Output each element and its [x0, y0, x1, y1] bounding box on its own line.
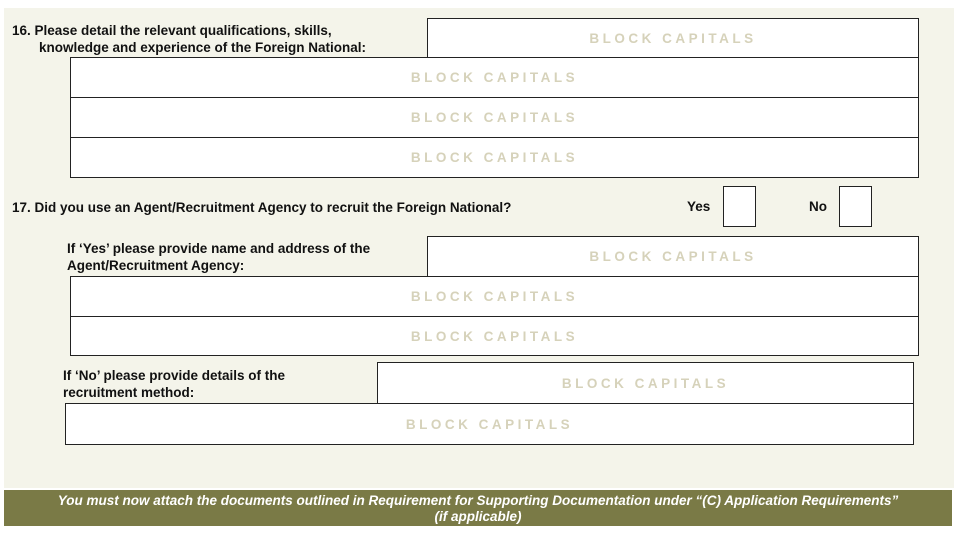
- agency-input-2[interactable]: [71, 277, 918, 316]
- q16-input-3[interactable]: [71, 98, 918, 137]
- no-detail-label-line1: If ‘No’ please provide details of the: [63, 368, 286, 383]
- q16-input-4[interactable]: [71, 138, 918, 177]
- q16-label-line1: 16. Please detail the relevant qualifications, skills,: [12, 23, 332, 38]
- yes-detail-label-line2: Agent/Recruitment Agency:: [67, 258, 245, 273]
- q17-label: 17. Did you use an Agent/Recruitment Agency to recruit the Foreign National?: [12, 200, 512, 215]
- agency-field-1[interactable]: [427, 236, 919, 277]
- q16-input-2[interactable]: [71, 58, 918, 97]
- agency-input-3[interactable]: [71, 317, 918, 355]
- q16-field-3[interactable]: [70, 97, 919, 138]
- method-input-2[interactable]: [66, 404, 913, 444]
- agency-field-2[interactable]: [70, 276, 919, 317]
- method-field-2[interactable]: [65, 403, 914, 445]
- yes-detail-label: [67, 240, 370, 274]
- no-label: No: [809, 199, 827, 214]
- q16-label-line2: knowledge and experience of the Foreign National:: [39, 40, 367, 55]
- yes-detail-label-line1: If ‘Yes’ please provide name and address of the: [67, 241, 371, 256]
- method-field-1[interactable]: [377, 362, 914, 404]
- no-detail-label-line2: recruitment method:: [63, 385, 195, 400]
- attach-documents-banner: [4, 490, 952, 526]
- q16-field-1[interactable]: [427, 18, 919, 58]
- banner-line2: (if applicable): [434, 509, 522, 524]
- yes-checkbox[interactable]: [723, 186, 756, 227]
- q16-field-4[interactable]: [70, 137, 919, 178]
- agency-input-1[interactable]: [428, 237, 918, 276]
- agency-field-3[interactable]: [70, 316, 919, 356]
- q16-field-2[interactable]: [70, 57, 919, 98]
- banner-line1: You must now attach the documents outlined in Requirement for Supporting Documentation under “(C) Application Requirements”: [57, 493, 899, 508]
- q16-input-1[interactable]: [428, 19, 918, 57]
- no-checkbox[interactable]: [839, 186, 872, 227]
- yes-label: Yes: [687, 199, 711, 214]
- method-input-1[interactable]: [378, 363, 913, 403]
- no-detail-label: [63, 367, 285, 401]
- q16-label: [12, 22, 366, 56]
